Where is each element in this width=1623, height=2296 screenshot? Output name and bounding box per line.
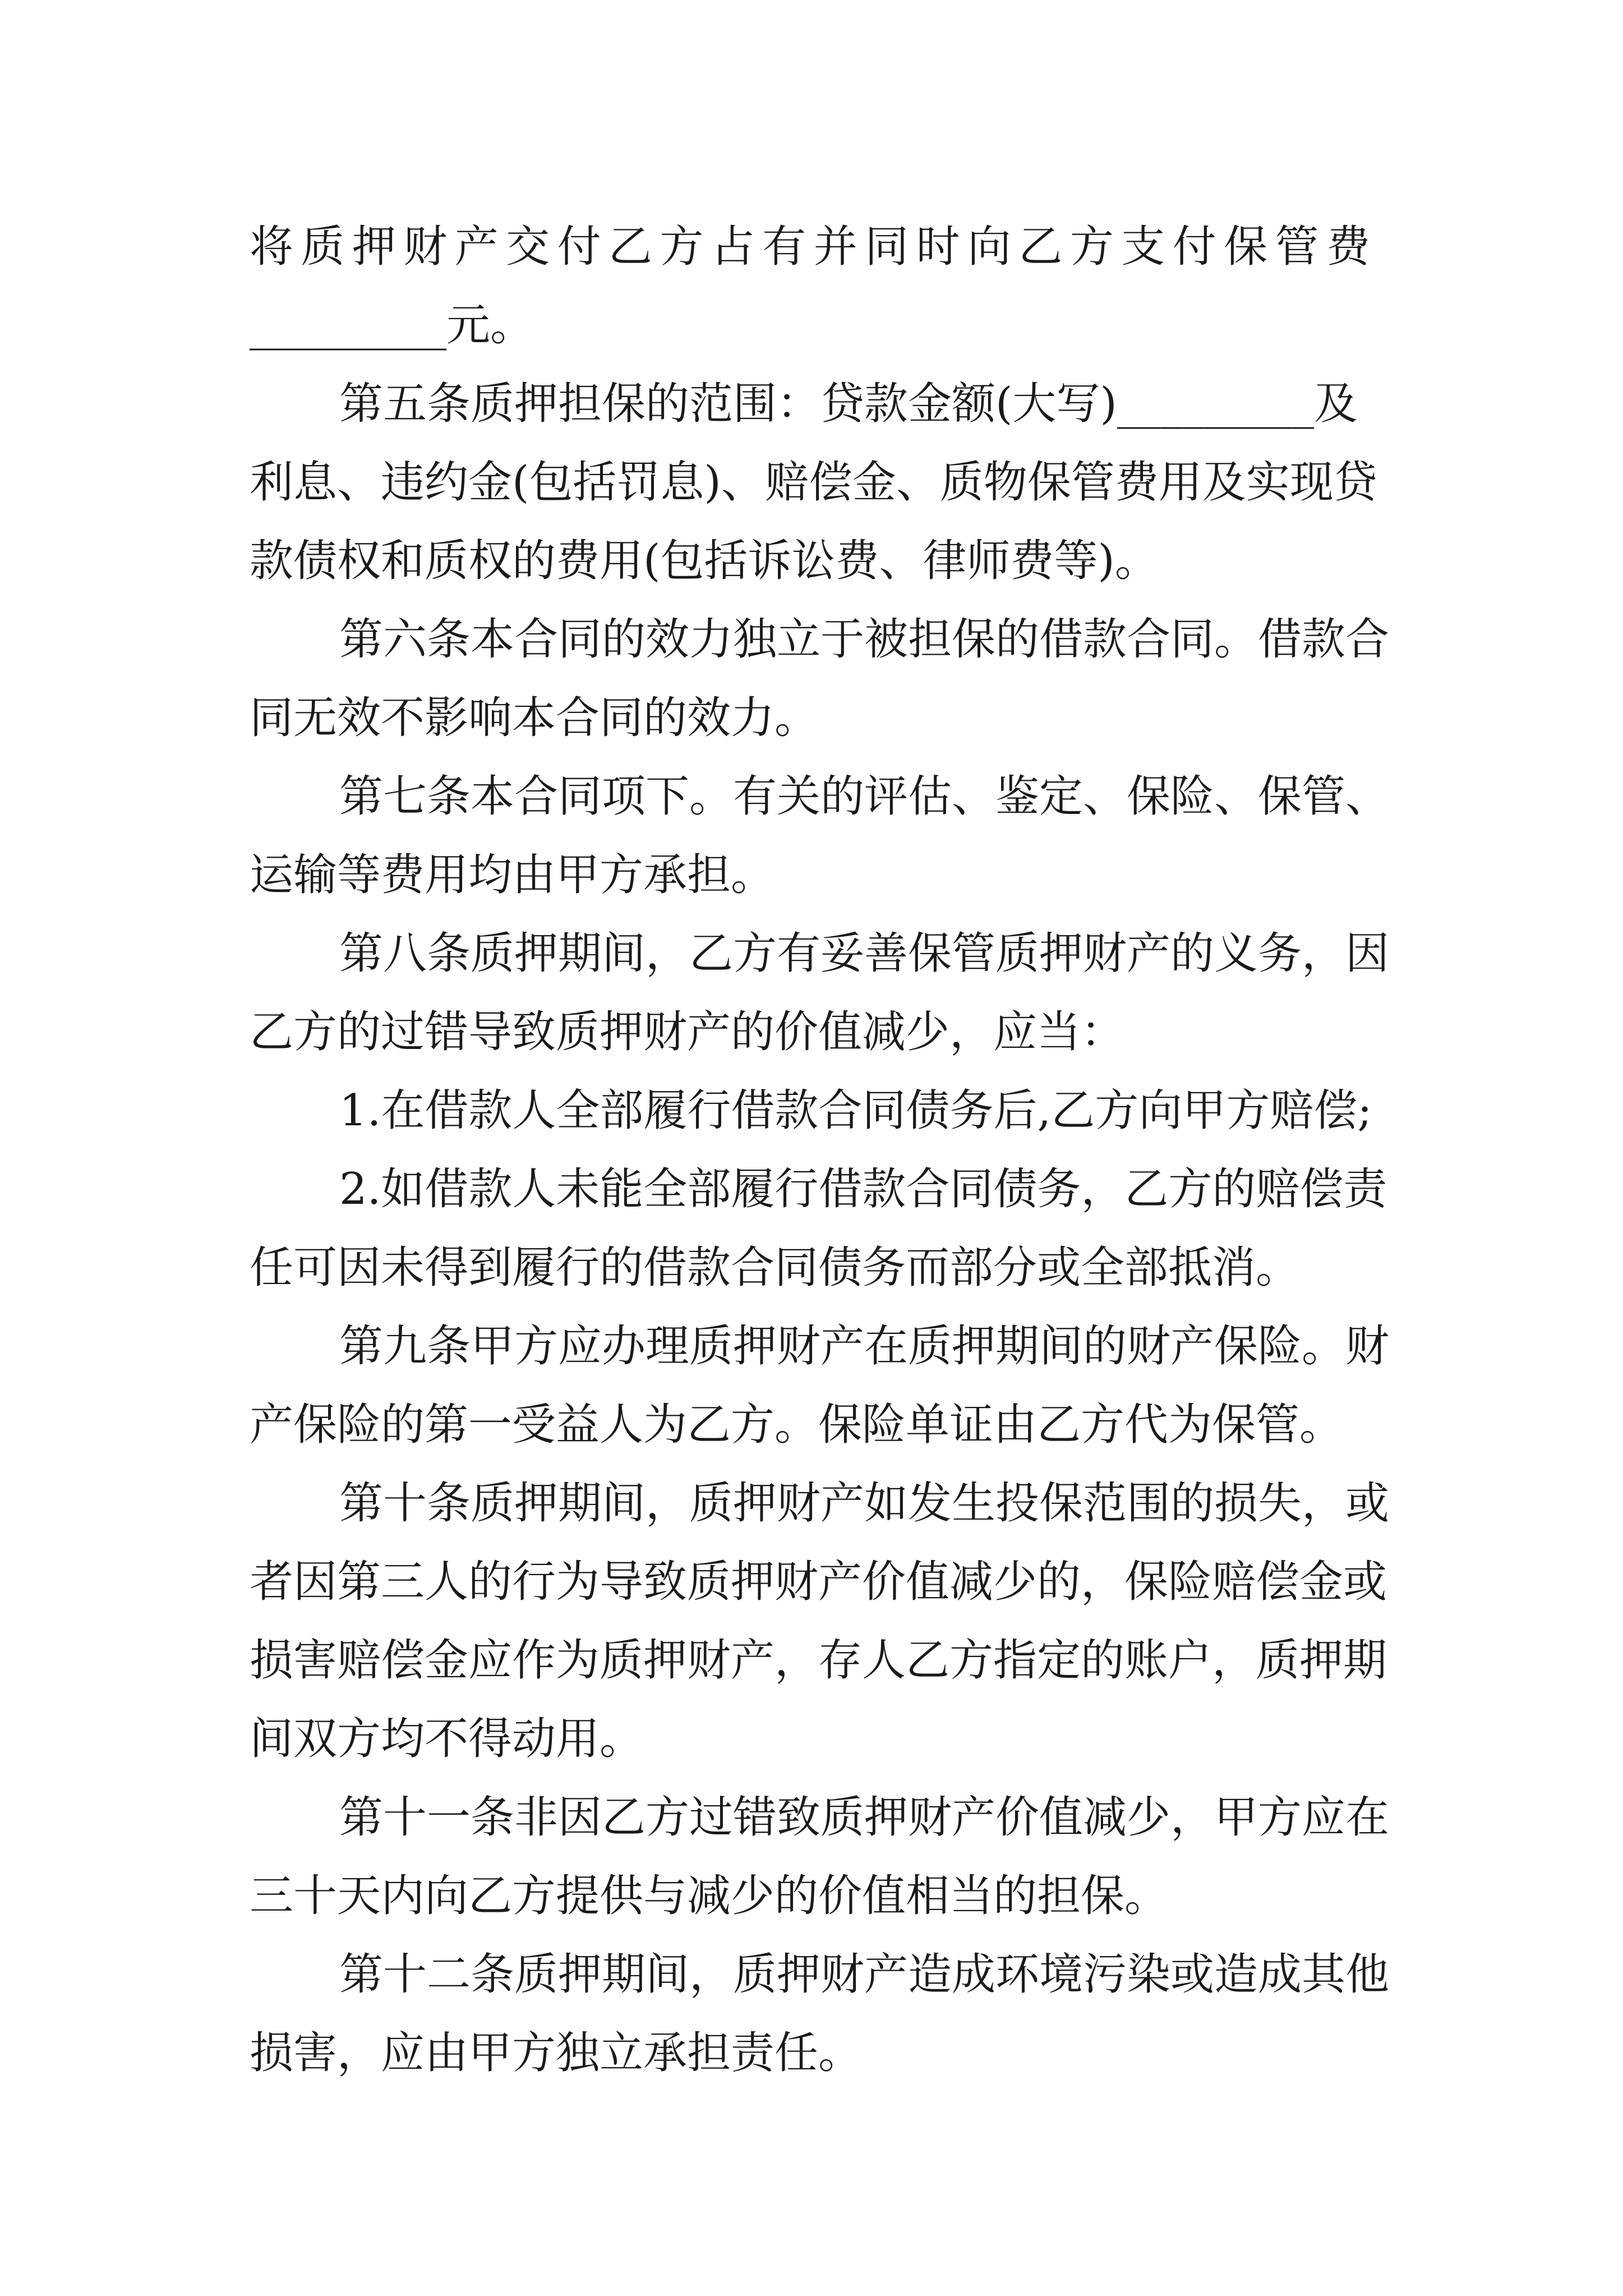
text-line: 第十二条质押期间，质押财产造成环境污染或造成其他 bbox=[339, 1949, 1390, 2000]
document-body bbox=[250, 208, 1390, 2092]
text-line: 第六条本合同的效力独立于被担保的借款合同。借款合 bbox=[339, 614, 1390, 665]
text-line: 三十天内向乙方提供与减少的价值相当的担保。 bbox=[250, 1871, 1169, 1921]
text-line: 乙方的过错导致质押财产的价值减少，应当： bbox=[250, 1007, 1125, 1057]
text-line: 1.在借款人全部履行借款合同债务后,乙方向甲方赔偿; bbox=[339, 1085, 1372, 1136]
text-line: 2.如借款人未能全部履行借款合同债务，乙方的赔偿责 bbox=[339, 1164, 1387, 1214]
text-line: 者因第三人的行为导致质押财产价值减少的，保险赔偿金或 bbox=[250, 1557, 1387, 1607]
text-line: 同无效不影响本合同的效力。 bbox=[250, 693, 819, 743]
text-line: 运输等费用均由甲方承担。 bbox=[250, 850, 775, 900]
text-line: 第七条本合同项下。有关的评估、鉴定、保险、保管、 bbox=[339, 771, 1390, 822]
text-line: 间双方均不得动用。 bbox=[250, 1714, 644, 1764]
text-line: 第五条质押担保的范围：贷款金额(大写)_________及 bbox=[339, 379, 1358, 429]
text-line: 第九条甲方应办理质押财产在质押期间的财产保险。财 bbox=[339, 1321, 1390, 1372]
text-line: 第十一条非因乙方过错致质押财产价值减少，甲方应在 bbox=[339, 1792, 1390, 1843]
text-line: _________元。 bbox=[250, 300, 534, 351]
text-line: 任可因未得到履行的借款合同债务而部分或全部抵消。 bbox=[250, 1243, 1300, 1293]
text-line: 第八条质押期间，乙方有妥善保管质押财产的义务，因 bbox=[339, 928, 1390, 979]
text-line: 第十条质押期间，质押财产如发生投保范围的损失，或 bbox=[339, 1478, 1390, 1529]
text-line: 损害，应由甲方独立承担责任。 bbox=[250, 2028, 863, 2078]
text-line: 将质押财产交付乙方占有并同时向乙方支付保管费 bbox=[250, 222, 1371, 272]
text-line: 产保险的第一受益人为乙方。保险单证由乙方代为保管。 bbox=[250, 1400, 1344, 1450]
text-line: 利息、违约金(包括罚息)、赔偿金、质物保管费用及实现贷 bbox=[250, 457, 1377, 508]
text-line: 款债权和质权的费用(包括诉讼费、律师费等)。 bbox=[250, 536, 1159, 586]
text-line: 损害赔偿金应作为质押财产，存人乙方指定的账户，质押期 bbox=[250, 1635, 1387, 1686]
